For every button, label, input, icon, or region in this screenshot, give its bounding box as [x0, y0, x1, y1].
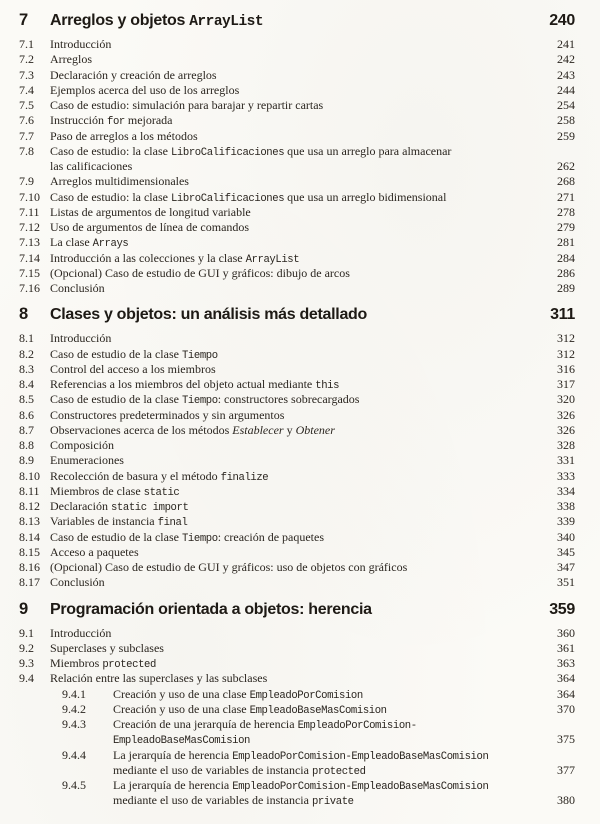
section-number: 8.6 [19, 407, 34, 422]
code-text: EmpleadoBaseMasComision [249, 704, 387, 717]
toc-entry-line [0, 190, 600, 205]
section-number: 7.11 [19, 204, 40, 219]
plain-text: La jerarquía de herencia [113, 747, 233, 762]
toc-entry [0, 220, 600, 235]
toc-entry [0, 37, 600, 52]
page-number: 331 [557, 453, 575, 468]
plain-text: mejorada [124, 113, 173, 128]
plain-text: las calificaciones [50, 159, 133, 173]
page-number: 317 [557, 377, 575, 391]
section-number: 7.4 [19, 82, 34, 97]
section-title [0, 423, 335, 438]
toc-entry [0, 545, 600, 560]
section-number: 7.7 [19, 128, 34, 143]
page-number: 328 [557, 438, 575, 452]
plain-text: : creación de paquetes [217, 529, 324, 544]
plain-text: Introducción a las colecciones y la clase [50, 250, 246, 265]
toc-entry [0, 281, 600, 296]
section-title [0, 266, 350, 281]
toc-entry-line [0, 423, 600, 438]
page-number: 364 [557, 686, 575, 701]
plain-text: Miembros de clase [50, 483, 144, 498]
section-number: 7.3 [19, 67, 34, 82]
section-number: 7.1 [19, 37, 34, 51]
page-number: 360 [557, 625, 575, 640]
plain-text: Introducción [50, 331, 112, 346]
plain-text: Ejemplos acerca del uso de los arreglos [50, 82, 240, 97]
plain-text: mediante el uso de variables de instancia [113, 762, 312, 777]
page-number: 380 [557, 793, 575, 808]
toc-entry-line [0, 281, 600, 296]
toc-entry-line [0, 560, 600, 575]
toc-entry-line [0, 235, 600, 250]
toc-entry [0, 68, 600, 83]
toc-entry-line [0, 499, 600, 514]
section-number: 9.4.3 [62, 717, 86, 731]
toc-entry [0, 748, 600, 779]
plain-text: Listas de argumentos de longitud variable [50, 204, 251, 219]
plain-text: Arreglos multidimensionales [50, 174, 189, 189]
code-text: protected [311, 765, 366, 778]
toc-entry-line [0, 331, 600, 346]
code-text: LibroCalificaciones [170, 146, 285, 159]
toc-entry [0, 392, 600, 407]
section-title [0, 83, 239, 98]
toc-entry [0, 205, 600, 220]
toc-entry-line [0, 377, 600, 392]
toc-entry-line [0, 530, 600, 545]
plain-text: que usa un arreglo para almacenar [284, 143, 452, 158]
toc-entry [0, 514, 600, 529]
toc-entry-line [0, 159, 600, 174]
section-number: 9.4.1 [62, 686, 86, 701]
section-title [0, 159, 132, 174]
plain-text: (Opcional) Caso de estudio de GUI y gráficos: uso de objetos con gráficos [50, 560, 408, 574]
toc-entry [0, 438, 600, 453]
page-number: 340 [557, 529, 575, 544]
page-number: 284 [557, 250, 575, 265]
section-number: 8.11 [19, 483, 40, 498]
code-text: for [106, 116, 125, 129]
page-number: 351 [557, 575, 575, 590]
toc-entry-line [0, 266, 600, 281]
page-number: 370 [557, 701, 575, 716]
section-title [0, 331, 111, 346]
code-text: ArrayList [189, 14, 264, 30]
toc-entry [0, 687, 600, 702]
toc-entry [0, 641, 600, 656]
page-number: 361 [557, 640, 575, 655]
italic-text: Establecer [232, 422, 284, 437]
section-number: 9.2 [19, 640, 34, 655]
chapter-heading [0, 303, 600, 327]
toc [0, 9, 600, 809]
toc-entry [0, 423, 600, 438]
page-number: 326 [557, 422, 575, 437]
plain-text: Relación entre las superclases y las subclases [50, 671, 268, 686]
page-number: 312 [557, 346, 575, 361]
plain-text: Paso de arreglos a los métodos [50, 128, 198, 143]
section-number: 7.14 [19, 250, 40, 265]
toc-entry-line [0, 98, 600, 113]
section-number: 8.13 [19, 514, 40, 529]
toc-entry-line [0, 702, 600, 717]
toc-entry-line [0, 671, 600, 686]
plain-text: mediante el uso de variables de instancia [113, 793, 312, 808]
section-number: 8.14 [19, 529, 40, 544]
page-number: 377 [557, 762, 575, 777]
section-title [0, 37, 111, 52]
code-text: static import [110, 502, 189, 514]
plain-text: Clases y objetos: un análisis más detallado [50, 306, 367, 324]
toc-entry-line [0, 641, 600, 656]
chapter-page-number: 359 [549, 600, 575, 618]
section-number: 7.6 [19, 113, 34, 128]
toc-entry-line [0, 362, 600, 377]
section-number: 9.3 [19, 656, 34, 670]
section-number: 8.2 [19, 346, 34, 361]
plain-text: Creación de una jerarquía de herencia [113, 717, 298, 731]
code-text: Tiempo [181, 395, 218, 408]
section-number: 7.16 [19, 281, 40, 295]
toc-entry [0, 717, 600, 748]
chapter-title [0, 598, 372, 621]
page-number: 286 [557, 265, 575, 280]
section-number: 8.8 [19, 438, 34, 452]
toc-entry-line [0, 438, 600, 453]
toc-entry [0, 144, 600, 175]
toc-entry [0, 626, 600, 641]
toc-entry-line [0, 83, 600, 98]
section-number: 8.15 [19, 544, 40, 559]
section-title [0, 793, 354, 810]
toc-entry [0, 98, 600, 113]
chapter-title [0, 9, 263, 34]
plain-text: La clase [50, 235, 93, 250]
code-text: EmpleadoPorComision-EmpleadoBaseMasComision [232, 750, 489, 763]
page-number: 268 [557, 174, 575, 189]
plain-text: Conclusión [50, 575, 105, 590]
toc-entry-line [0, 347, 600, 362]
plain-text: Acceso a paquetes [50, 544, 139, 559]
section-number: 9.4 [19, 671, 34, 686]
plain-text: Caso de estudio: la clase [50, 189, 171, 204]
page-number: 333 [557, 468, 575, 483]
page-number: 339 [557, 514, 575, 529]
toc-entry-line [0, 68, 600, 83]
page-number: 242 [557, 52, 575, 67]
plain-text: que usa un arreglo bidimensional [284, 189, 447, 204]
chapter-number: 8 [19, 305, 28, 324]
code-text: EmpleadoPorComision- [297, 720, 417, 732]
page-number: 320 [557, 392, 575, 407]
section-title [0, 408, 284, 423]
toc-entry [0, 656, 600, 671]
toc-entry [0, 251, 600, 266]
code-text: this [315, 380, 340, 392]
page-number: 326 [557, 407, 575, 422]
toc-entry-line [0, 174, 600, 189]
section-number: 8.3 [19, 361, 34, 376]
section-title [0, 438, 114, 453]
plain-text: Programación orientada a objetos: herencia [50, 600, 372, 618]
section-title [0, 671, 267, 686]
code-text: LibroCalificaciones [170, 192, 285, 205]
chapter-number: 9 [19, 599, 28, 618]
toc-entry-line [0, 732, 600, 747]
code-text: ArrayList [245, 253, 300, 266]
toc-entry [0, 453, 600, 468]
section-title [0, 52, 92, 67]
plain-text: : constructores sobrecargados [217, 392, 360, 407]
code-text: final [157, 517, 188, 530]
plain-text: Creación y uso de una clase [113, 701, 250, 716]
code-text: Tiempo [181, 532, 218, 545]
chapter-heading [0, 9, 600, 33]
page-number: 289 [557, 281, 575, 295]
toc-entry-line [0, 687, 600, 702]
page-number: 279 [557, 220, 575, 234]
plain-text: Arreglos y objetos [50, 12, 190, 29]
chapter-heading [0, 598, 600, 622]
toc-entry-line [0, 453, 600, 468]
toc-entry [0, 484, 600, 499]
section-number: 7.9 [19, 174, 34, 189]
plain-text: y [283, 422, 296, 437]
toc-entry-line [0, 514, 600, 529]
section-number: 9.1 [19, 625, 34, 640]
code-text: private [311, 796, 354, 809]
page-number: 375 [557, 732, 575, 747]
toc-entry-line [0, 220, 600, 235]
plain-text: Superclases y subclases [50, 640, 164, 655]
section-number: 9.4.2 [62, 701, 86, 716]
toc-entry-line [0, 144, 600, 159]
page-number: 338 [557, 499, 575, 513]
italic-text: Obtener [295, 422, 335, 437]
toc-entry [0, 129, 600, 144]
chapter-block [0, 9, 600, 296]
chapter-page-number: 240 [549, 12, 575, 29]
toc-entry-line [0, 575, 600, 590]
section-number: 8.17 [19, 575, 40, 590]
plain-text: Caso de estudio de la clase [50, 346, 182, 361]
page-number: 241 [557, 37, 575, 51]
toc-entry [0, 174, 600, 189]
toc-entry-line [0, 656, 600, 671]
section-number: 9.4.4 [62, 747, 86, 762]
toc-entry [0, 113, 600, 128]
section-number: 7.8 [19, 143, 34, 158]
section-title [0, 626, 111, 641]
page-number: 243 [557, 67, 575, 82]
toc-entry [0, 331, 600, 346]
plain-text: Constructores predeterminados y sin argumentos [50, 407, 285, 422]
toc-entry [0, 347, 600, 362]
toc-entry-line [0, 469, 600, 484]
code-text: EmpleadoPorComision [249, 689, 363, 702]
plain-text: Composición [50, 438, 115, 452]
code-text: Tiempo [181, 349, 218, 362]
page-number: 254 [557, 98, 575, 112]
section-number: 8.5 [19, 392, 34, 407]
toc-entry [0, 778, 600, 809]
toc-entry [0, 575, 600, 590]
section-number: 7.2 [19, 52, 34, 67]
toc-entry [0, 408, 600, 423]
toc-entry-line [0, 717, 600, 732]
page-number: 312 [557, 331, 575, 346]
toc-entry [0, 530, 600, 545]
section-title [0, 281, 105, 296]
toc-entry-line [0, 763, 600, 778]
section-title [0, 560, 407, 575]
toc-entry-line [0, 484, 600, 499]
plain-text: Instrucción [50, 113, 107, 128]
chapter-block [0, 303, 600, 590]
chapter-page-number: 311 [550, 306, 575, 324]
page-number: 262 [557, 159, 575, 173]
plain-text: Introducción [50, 37, 112, 51]
toc-entry [0, 671, 600, 686]
toc-entry [0, 499, 600, 514]
section-number: 7.13 [19, 235, 40, 250]
toc-entry [0, 83, 600, 98]
page-number: 258 [557, 113, 575, 128]
plain-text: Observaciones acerca de los métodos [50, 422, 233, 437]
plain-text: Introducción [50, 625, 112, 640]
section-number: 7.5 [19, 98, 34, 112]
toc-entry-line [0, 37, 600, 52]
plain-text: Recolección de basura y el método [50, 468, 221, 483]
code-text: protected [102, 659, 156, 671]
toc-entry-line [0, 205, 600, 220]
plain-text: Enumeraciones [50, 453, 124, 468]
page-number: 347 [557, 560, 575, 574]
page-number: 363 [557, 656, 575, 670]
toc-entry-line [0, 251, 600, 266]
section-number: 8.9 [19, 453, 34, 468]
toc-entry [0, 52, 600, 67]
plain-text: Caso de estudio: simulación para barajar y repartir cartas [50, 98, 324, 112]
toc-entry-line [0, 748, 600, 763]
page-number: 278 [557, 204, 575, 219]
toc-entry-line [0, 778, 600, 793]
page-number: 364 [557, 671, 575, 686]
plain-text: Caso de estudio: la clase [50, 143, 171, 158]
toc-entry [0, 469, 600, 484]
toc-entry [0, 190, 600, 205]
chapter-number: 7 [19, 11, 28, 29]
plain-text: La jerarquía de herencia [113, 778, 233, 792]
chapter-block [0, 598, 600, 809]
page-number: 334 [557, 483, 575, 498]
page-number: 281 [557, 235, 575, 250]
toc-entry-line [0, 408, 600, 423]
toc-entry [0, 702, 600, 717]
toc-entry-line [0, 129, 600, 144]
plain-text: Control del acceso a los miembros [50, 361, 216, 376]
page-number: 345 [557, 544, 575, 559]
section-title [0, 98, 323, 113]
plain-text: Miembros [50, 656, 103, 670]
toc-entry-line [0, 392, 600, 407]
toc-entry [0, 362, 600, 377]
section-number: 7.12 [19, 220, 40, 234]
section-number: 8.16 [19, 560, 40, 574]
page-number: 244 [557, 82, 575, 97]
section-number: 8.7 [19, 422, 34, 437]
plain-text: Caso de estudio de la clase [50, 529, 182, 544]
code-text: finalize [220, 471, 269, 484]
section-number: 8.1 [19, 331, 34, 346]
section-number: 8.4 [19, 377, 34, 391]
section-number: 8.12 [19, 499, 40, 513]
toc-entry-line [0, 52, 600, 67]
toc-entry-line [0, 626, 600, 641]
section-number: 8.10 [19, 468, 40, 483]
plain-text: Declaración y creación de arreglos [50, 67, 217, 82]
plain-text: Conclusión [50, 281, 105, 295]
plain-text: Declaración [50, 499, 111, 513]
plain-text: Uso de argumentos de línea de comandos [50, 220, 250, 234]
toc-entry-line [0, 545, 600, 560]
toc-entry [0, 235, 600, 250]
code-text: EmpleadoPorComision-EmpleadoBaseMasComision [232, 781, 489, 793]
toc-entry [0, 560, 600, 575]
section-number: 7.15 [19, 265, 40, 280]
page-number: 259 [557, 128, 575, 143]
section-number: 9.4.5 [62, 778, 86, 792]
plain-text: Variables de instancia [50, 514, 158, 529]
code-text: static [143, 486, 180, 499]
page-number: 316 [557, 361, 575, 376]
code-text: Arrays [92, 238, 129, 251]
code-text: EmpleadoBaseMasComision [113, 735, 251, 748]
plain-text: (Opcional) Caso de estudio de GUI y gráficos: dibujo de arcos [50, 265, 350, 280]
plain-text: Caso de estudio de la clase [50, 392, 182, 407]
toc-entry [0, 377, 600, 392]
plain-text: Arreglos [50, 52, 92, 67]
section-number: 7.10 [19, 189, 40, 204]
toc-entry-line [0, 113, 600, 128]
page-number: 271 [557, 189, 575, 204]
plain-text: Referencias a los miembros del objeto actual mediante [50, 377, 316, 391]
section-title [0, 575, 105, 590]
toc-entry-line [0, 793, 600, 808]
chapter-title [0, 303, 367, 326]
plain-text: Creación y uso de una clase [113, 686, 250, 701]
toc-entry [0, 266, 600, 281]
